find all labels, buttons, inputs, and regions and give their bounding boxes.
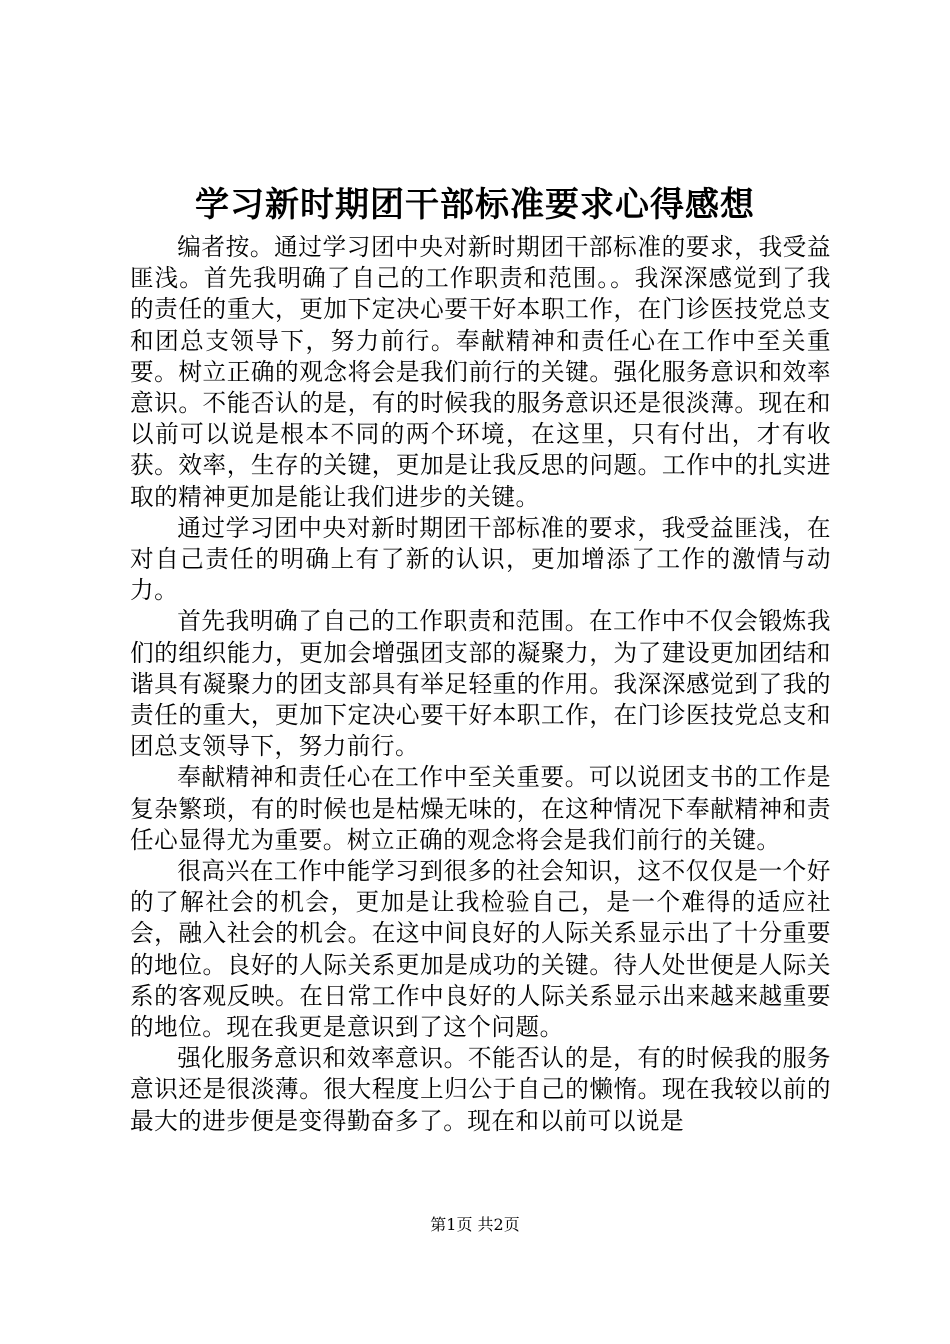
paragraph: 首先我明确了自己的工作职责和范围。在工作中不仅会锻炼我们的组织能力，更加会增强团支部的凝聚力，为了建设更加团结和谐具有凝聚力的团支部具有举足轻重的作用。我深深感觉到了我的责任的重大，更加下定决心要干好本职工作，在门诊医技党总支和团总支领导下，努力前行。: [130, 607, 831, 761]
paragraph: 编者按。通过学习团中央对新时期团干部标准的要求，我受益匪浅。首先我明确了自己的工作职责和范围。。我深深感觉到了我的责任的重大，更加下定决心要干好本职工作，在门诊医技党总支和团总支领导下，努力前行。奉献精神和责任心在工作中至关重要。树立正确的观念将会是我们前行的关键。强化服务意识和效率意识。不能否认的是，有的时候我的服务意识还是很淡薄。现在和以前可以说是根本不同的两个环境，在这里，只有付出，才有收获。效率，生存的关键，更加是让我反思的问题。工作中的扎实进取的精神更加是能让我们进步的关键。: [130, 233, 831, 511]
document-title: 学习新时期团干部标准要求心得感想: [195, 185, 755, 225]
paragraph: 通过学习团中央对新时期团干部标准的要求，我受益匪浅，在对自己责任的明确上有了新的认识，更加增添了工作的激情与动力。: [130, 513, 831, 605]
paragraph: 很高兴在工作中能学习到很多的社会知识，这不仅仅是一个好的了解社会的机会，更加是让我检验自己，是一个难得的适应社会，融入社会的机会。在这中间良好的人际关系显示出了十分重要的地位。良好的人际关系更加是成功的关键。待人处世便是人际关系的客观反映。在日常工作中良好的人际关系显示出来越来越重要的地位。现在我更是意识到了这个问题。: [130, 857, 831, 1042]
document-body: [130, 232, 831, 1137]
paragraph: 奉献精神和责任心在工作中至关重要。可以说团支书的工作是复杂繁琐，有的时候也是枯燥无味的，在这种情况下奉献精神和责任心显得尤为重要。树立正确的观念将会是我们前行的关键。: [130, 763, 831, 854]
page-footer: 第1页 共2页: [430, 1215, 520, 1234]
paragraph: 强化服务意识和效率意识。不能否认的是，有的时候我的服务意识还是很淡薄。很大程度上归公于自己的懒惰。现在我较以前的最大的进步便是变得勤奋多了。现在和以前可以说是: [130, 1044, 831, 1135]
